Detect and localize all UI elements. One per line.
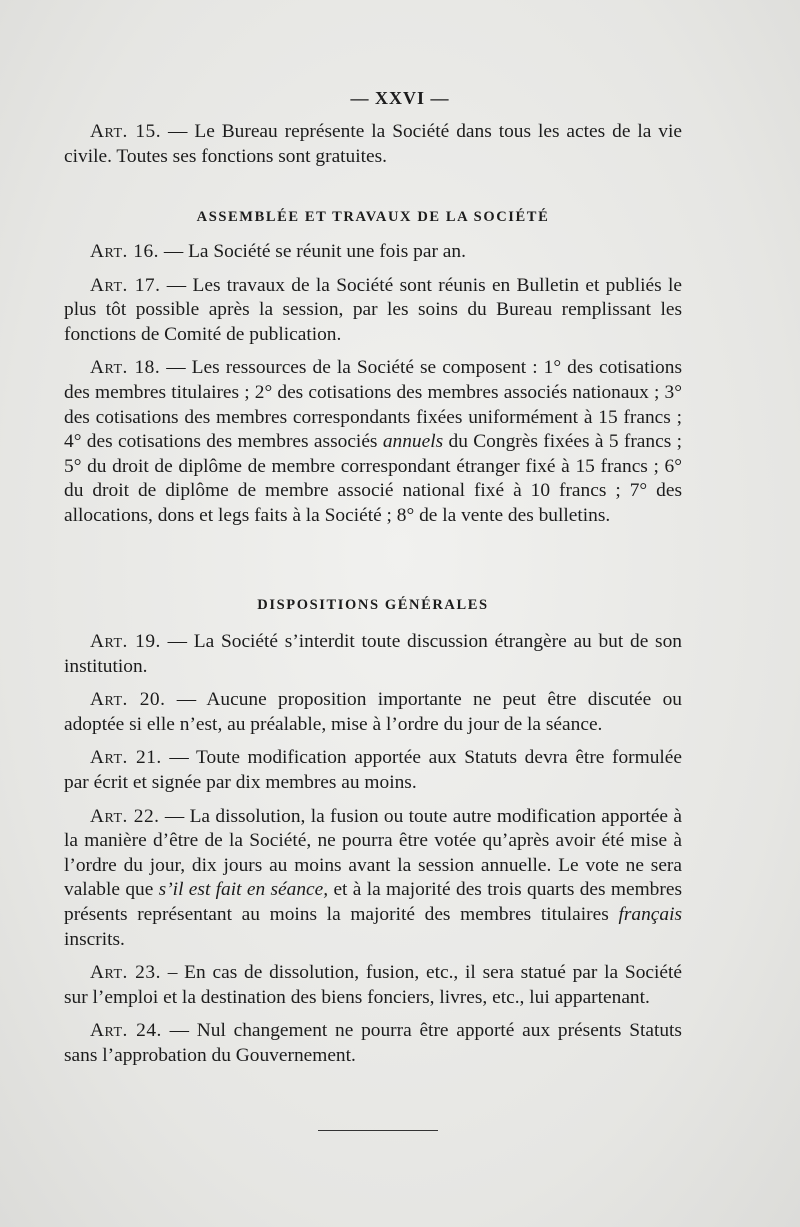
article-text: — Aucune proposition importante ne peut être discutée ou adoptée si elle n’est, au préalable, mise à l’ordre du jour de la séance.	[64, 689, 682, 735]
article-label: Art. 21.	[90, 747, 162, 769]
article-block-mid	[64, 240, 682, 529]
article-16	[64, 240, 682, 265]
article-23	[64, 961, 682, 1010]
section-heading-assemblee: ASSEMBLÉE ET TRAVAUX DE LA SOCIÉTÉ	[196, 209, 550, 225]
closing-rule	[318, 1130, 438, 1131]
article-text: — La Société s’interdit toute discussion étrangère au but de son institution.	[64, 631, 682, 677]
article-label: Art. 20.	[90, 689, 166, 711]
article-text: du Congrès fixées à 5 francs ; 5° du droit de diplôme de membre correspondant étranger fixé à 15 francs ; 6° du droit de diplôme de membre associé national fixé à 10 francs ; 7° des allocations, dons et legs faits à la Société ; 8° de la vente des bulletins.	[64, 431, 683, 526]
article-22	[64, 805, 682, 953]
article-label: Art. 19.	[90, 631, 161, 652]
article-label: Art. 22.	[90, 805, 160, 827]
article-text: — Nul changement ne pourra être apporté aux présents Statuts sans l’approbation du Gouvernement.	[64, 1020, 682, 1066]
article-block-top	[64, 120, 682, 169]
article-text: — La Société se réunit une fois par an.	[159, 241, 466, 262]
article-emphasis: français	[618, 903, 682, 925]
article-15	[64, 120, 682, 169]
article-20	[64, 688, 682, 737]
article-emphasis: annuels	[382, 431, 444, 453]
article-text: et à la majorité des trois quarts des membres présents représentant au moins la majorité des membres titulaires	[64, 879, 682, 925]
article-text: inscrits.	[64, 928, 125, 950]
article-label: Art. 17.	[90, 274, 161, 296]
article-label: Art. 24.	[90, 1020, 162, 1042]
article-18	[64, 356, 682, 528]
article-text: — Le Bureau représente la Société dans tous les actes de la vie civile. Toutes ses fonctions sont gratuites.	[64, 121, 682, 167]
article-label: Art. 18.	[90, 357, 161, 379]
article-text: — Toute modification apportée aux Statuts devra être formulée par écrit et signée par dix membres au moins.	[64, 747, 682, 793]
page-number: — XXVI —	[350, 88, 450, 108]
article-21	[64, 746, 682, 795]
article-text: — Les travaux de la Société sont réunis en Bulletin et publiés le plus tôt possible après la session, par les soins du Bureau remplissant les fonctions de Comité de publication.	[64, 274, 682, 345]
article-text: – En cas de dissolution, fusion, etc., il sera statué par la Société sur l’emploi et la destination des biens fonciers, livres, etc., lui appartenant.	[64, 962, 682, 1008]
article-label: Art. 16.	[90, 241, 159, 262]
article-text: — Les ressources de la Société se composent : 1° des cotisations des membres titulaires ; 2° des cotisations des membres associés nationaux ; 3° des cotisations des membres correspondants fixées uniformément à 15 francs ; 4° des cotisations des membres associés	[64, 357, 682, 453]
article-label: Art. 15.	[90, 121, 162, 142]
article-block-bottom	[64, 630, 682, 1069]
article-label: Art. 23.	[90, 962, 161, 984]
article-text: — La dissolution, la fusion ou toute autre modification apportée à la manière d’être de la Société, ne pourra être votée qu’après avoir été mise à l’ordre du jour, dix jours au moins avant la session annuelle. Le vote ne sera valable que	[64, 805, 682, 901]
article-17	[64, 274, 682, 348]
article-19	[64, 630, 682, 679]
article-24	[64, 1019, 682, 1068]
section-heading-dispositions: DISPOSITIONS GÉNÉRALES	[257, 597, 489, 613]
article-emphasis: s’il est fait en séance,	[158, 879, 329, 901]
